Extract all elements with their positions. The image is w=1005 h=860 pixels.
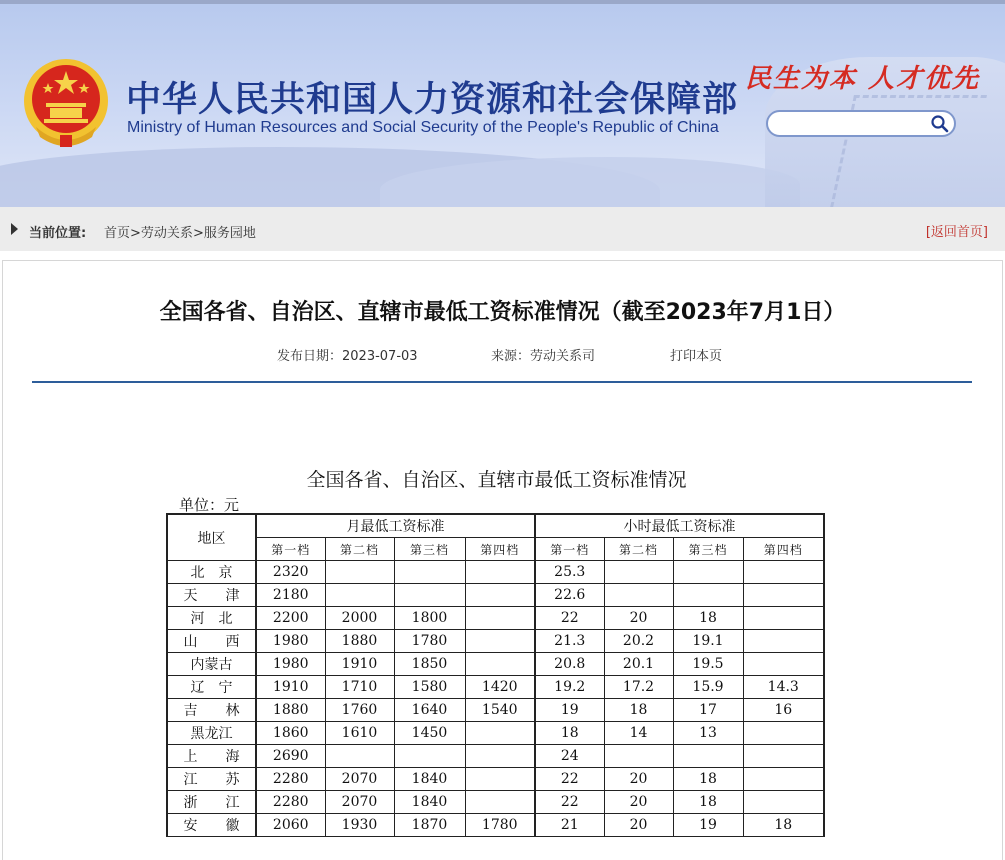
- region-cell: 吉 林: [167, 699, 256, 722]
- header-tier: 第四档: [743, 538, 824, 561]
- monthly-wage-cell: 1850: [394, 653, 465, 676]
- hourly-wage-cell: [743, 791, 824, 814]
- site-title-cn: 中华人民共和国人力资源和社会保障部: [126, 80, 739, 120]
- header-tier: 第一档: [535, 538, 604, 561]
- hourly-wage-cell: 19.2: [535, 676, 604, 699]
- hourly-wage-cell: [743, 722, 824, 745]
- monthly-wage-cell: 1780: [394, 630, 465, 653]
- breadcrumb-separator: >: [130, 226, 141, 241]
- table-tier-row: [167, 538, 824, 561]
- region-cell: 江 苏: [167, 768, 256, 791]
- header-region: 地区: [167, 514, 256, 561]
- table-row: [167, 607, 824, 630]
- hourly-wage-cell: 20.1: [604, 653, 673, 676]
- table-row: [167, 653, 824, 676]
- table-title: 全国各省、自治区、直辖市最低工资标准情况: [306, 469, 687, 491]
- monthly-wage-cell: 1420: [465, 676, 535, 699]
- table-row: [167, 745, 824, 768]
- monthly-wage-cell: 1910: [325, 653, 394, 676]
- monthly-wage-cell: [465, 768, 535, 791]
- monthly-wage-cell: [465, 745, 535, 768]
- hourly-wage-cell: 22.6: [535, 584, 604, 607]
- monthly-wage-cell: [394, 745, 465, 768]
- monthly-wage-cell: 2690: [256, 745, 325, 768]
- hourly-wage-cell: [743, 561, 824, 584]
- hourly-wage-cell: 20: [604, 814, 673, 837]
- header-monthly: 月最低工资标准: [256, 514, 535, 538]
- header-tier: 第三档: [673, 538, 743, 561]
- hourly-wage-cell: 16: [743, 699, 824, 722]
- article-source: 来源：劳动关系司: [491, 349, 596, 364]
- table-row: [167, 630, 824, 653]
- hourly-wage-cell: 18: [535, 722, 604, 745]
- hourly-wage-cell: 20: [604, 791, 673, 814]
- region-cell: 山 西: [167, 630, 256, 653]
- triangle-right-icon: [11, 223, 18, 235]
- hourly-wage-cell: 20: [604, 607, 673, 630]
- hourly-wage-cell: 14.3: [743, 676, 824, 699]
- monthly-wage-cell: 1860: [256, 722, 325, 745]
- table-row: [167, 676, 824, 699]
- minimum-wage-table: [166, 513, 825, 837]
- hourly-wage-cell: [743, 745, 824, 768]
- monthly-wage-cell: [465, 653, 535, 676]
- monthly-wage-cell: 1450: [394, 722, 465, 745]
- hourly-wage-cell: 18: [673, 791, 743, 814]
- region-cell: 安 徽: [167, 814, 256, 837]
- region-cell: 北 京: [167, 561, 256, 584]
- monthly-wage-cell: [465, 722, 535, 745]
- hourly-wage-cell: 18: [743, 814, 824, 837]
- hourly-wage-cell: 22: [535, 791, 604, 814]
- hourly-wage-cell: [604, 561, 673, 584]
- breadcrumb: [0, 207, 1005, 251]
- hourly-wage-cell: 19.5: [673, 653, 743, 676]
- region-cell: 内蒙古: [167, 653, 256, 676]
- hourly-wage-cell: 21.3: [535, 630, 604, 653]
- monthly-wage-cell: 1580: [394, 676, 465, 699]
- monthly-wage-cell: 1760: [325, 699, 394, 722]
- table-row: [167, 722, 824, 745]
- hourly-wage-cell: 17.2: [604, 676, 673, 699]
- search-icon[interactable]: [930, 114, 950, 134]
- region-cell: 天 津: [167, 584, 256, 607]
- national-emblem-icon[interactable]: [22, 57, 110, 149]
- hourly-wage-cell: [604, 745, 673, 768]
- table-unit: 单位：元: [179, 496, 240, 514]
- monthly-wage-cell: 1870: [394, 814, 465, 837]
- header-tier: 第四档: [465, 538, 535, 561]
- monthly-wage-cell: 1610: [325, 722, 394, 745]
- hourly-wage-cell: 18: [604, 699, 673, 722]
- monthly-wage-cell: [394, 584, 465, 607]
- monthly-wage-cell: 1800: [394, 607, 465, 630]
- region-cell: 浙 江: [167, 791, 256, 814]
- monthly-wage-cell: 1910: [256, 676, 325, 699]
- region-cell: 黑龙江: [167, 722, 256, 745]
- article-title: 全国各省、自治区、直辖市最低工资标准情况（截至2023年7月1日）: [159, 300, 846, 325]
- hourly-wage-cell: 13: [673, 722, 743, 745]
- hourly-wage-cell: 19.1: [673, 630, 743, 653]
- monthly-wage-cell: 1980: [256, 630, 325, 653]
- monthly-wage-cell: 2320: [256, 561, 325, 584]
- monthly-wage-cell: 1640: [394, 699, 465, 722]
- hourly-wage-cell: [743, 768, 824, 791]
- monthly-wage-cell: [465, 630, 535, 653]
- hourly-wage-cell: 17: [673, 699, 743, 722]
- hourly-wage-cell: 20.2: [604, 630, 673, 653]
- header-tier: 第三档: [394, 538, 465, 561]
- site-title-en: Ministry of Human Resources and Social Security of the People's Republic of China: [127, 119, 719, 136]
- monthly-wage-cell: [465, 584, 535, 607]
- monthly-wage-cell: 1980: [256, 653, 325, 676]
- monthly-wage-cell: 1880: [256, 699, 325, 722]
- monthly-wage-cell: 2070: [325, 768, 394, 791]
- monthly-wage-cell: [465, 561, 535, 584]
- header-tier: 第二档: [325, 538, 394, 561]
- hourly-wage-cell: 22: [535, 607, 604, 630]
- hourly-wage-cell: 19: [673, 814, 743, 837]
- breadcrumb-path: [104, 222, 256, 241]
- hourly-wage-cell: 15.9: [673, 676, 743, 699]
- monthly-wage-cell: 2200: [256, 607, 325, 630]
- hourly-wage-cell: 18: [673, 607, 743, 630]
- table-row: [167, 584, 824, 607]
- monthly-wage-cell: 2180: [256, 584, 325, 607]
- header-hourly: 小时最低工资标准: [535, 514, 824, 538]
- publish-date: 发布日期：2023-07-03: [277, 349, 418, 364]
- hourly-wage-cell: [673, 745, 743, 768]
- hourly-wage-cell: [604, 584, 673, 607]
- monthly-wage-cell: [394, 561, 465, 584]
- breadcrumb-label: 当前位置:: [29, 226, 87, 241]
- table-row: [167, 699, 824, 722]
- hourly-wage-cell: [743, 630, 824, 653]
- hourly-wage-cell: 22: [535, 768, 604, 791]
- monthly-wage-cell: 1780: [465, 814, 535, 837]
- banner-top-line: [0, 0, 1005, 4]
- table-row: [167, 791, 824, 814]
- hourly-wage-cell: [743, 653, 824, 676]
- slogan: 民生为本 人才优先: [745, 64, 981, 94]
- breadcrumb-link-labor[interactable]: 劳动关系: [140, 226, 193, 241]
- header-tier: 第一档: [256, 538, 325, 561]
- monthly-wage-cell: 2060: [256, 814, 325, 837]
- monthly-wage-cell: [465, 791, 535, 814]
- hourly-wage-cell: 18: [673, 768, 743, 791]
- monthly-wage-cell: 1840: [394, 768, 465, 791]
- monthly-wage-cell: 2000: [325, 607, 394, 630]
- table-row: [167, 768, 824, 791]
- breadcrumb-separator: >: [192, 226, 204, 241]
- hourly-wage-cell: [673, 584, 743, 607]
- header-tier: 第二档: [604, 538, 673, 561]
- print-page-link[interactable]: 打印本页: [670, 349, 723, 364]
- monthly-wage-cell: 1540: [465, 699, 535, 722]
- monthly-wage-cell: [325, 584, 394, 607]
- hourly-wage-cell: [743, 584, 824, 607]
- hourly-wage-cell: [743, 607, 824, 630]
- hourly-wage-cell: 14: [604, 722, 673, 745]
- table-header-row: [167, 514, 824, 538]
- site-banner: [0, 0, 1005, 207]
- region-cell: 河 北: [167, 607, 256, 630]
- back-home-link[interactable]: [返回首页]: [925, 225, 988, 240]
- title-divider: [32, 381, 972, 383]
- hourly-wage-cell: 25.3: [535, 561, 604, 584]
- search-box: [766, 110, 956, 137]
- hourly-wage-cell: 24: [535, 745, 604, 768]
- monthly-wage-cell: 2280: [256, 791, 325, 814]
- monthly-wage-cell: [325, 561, 394, 584]
- monthly-wage-cell: [325, 745, 394, 768]
- breadcrumb-link-home[interactable]: 首页: [104, 226, 131, 241]
- hourly-wage-cell: [673, 561, 743, 584]
- hourly-wage-cell: 19: [535, 699, 604, 722]
- monthly-wage-cell: 2280: [256, 768, 325, 791]
- table-row: [167, 814, 824, 837]
- search-input[interactable]: [778, 115, 932, 135]
- hourly-wage-cell: 20: [604, 768, 673, 791]
- breadcrumb-link-service[interactable]: 服务园地: [203, 226, 256, 241]
- hourly-wage-cell: 20.8: [535, 653, 604, 676]
- region-cell: 上 海: [167, 745, 256, 768]
- monthly-wage-cell: 2070: [325, 791, 394, 814]
- monthly-wage-cell: 1710: [325, 676, 394, 699]
- monthly-wage-cell: 1840: [394, 791, 465, 814]
- table-row: [167, 561, 824, 584]
- monthly-wage-cell: 1930: [325, 814, 394, 837]
- monthly-wage-cell: [465, 607, 535, 630]
- monthly-wage-cell: 1880: [325, 630, 394, 653]
- region-cell: 辽 宁: [167, 676, 256, 699]
- hourly-wage-cell: 21: [535, 814, 604, 837]
